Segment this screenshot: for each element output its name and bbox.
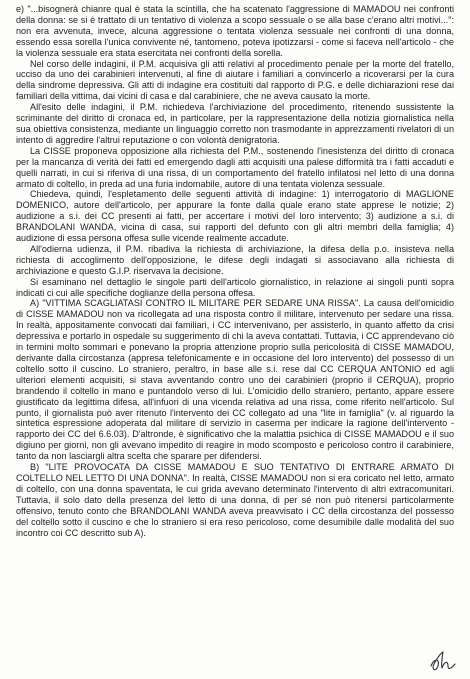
signature-initials [428,650,458,674]
paragraph-udienza: All'odierna udienza, il P.M. ribadiva la richiesta di archiviazione, la difesa della p.o. insisteva nella richiesta di accoglimento dell'opposizione, le difese degli indagati si associavano alla richiesta di archiviazione e questo G.I.P. riservava la decisione. [16,243,454,276]
paragraph-indagini: Nel corso delle indagini, il P.M. acquisiva gli atti relativi al procedimento penale per la morte del fratello, ucciso da uno dei carabinieri intervenuti, al fine di aiutare i familiari a convincerlo a ricoverarsi per la cura della sindrome depressiva. Gli atti di indagine era costituiti dal rapporto di P.G. e delle dichiarazioni rese dai familiari della vittima, dai vicini di casa e dal carabiniere, che ne aveva causato la morte. [16,58,454,102]
paragraph-opposizione: La CISSE proponeva opposizione alla richiesta del P.M., sostenendo l'inesistenza del diritto di cronaca per la mancanza di verità dei fatti ed emergendo dagli atti acquisiti una palese difformità tra i fatti accaduti e quelli narrati, in cui si riferiva di una rissa, di un comportamento del fratello infilatosi nel letto di una donna armato di coltello, in preda ad una furia indomabile, autore di una tentata violenza sessuale. [16,145,454,189]
paragraph-richieste-indagine: Chiedeva, quindi, l'espletamento delle seguenti attività di indagine: 1) interrogatorio di MAGLIONE DOMENICO, autore dell'articolo, per appurare la fonte dalla quale erano state apprese le notizie; 2) audizione a s.i. dei CC presenti ai fatti, per accertare i motivi del loro intervento; 3) audizione a s.i. di BRANDOLANI WANDA, vicina di casa, sui rapporti del defunto con gli altri membri della famiglia; 4) audizione di essa persona offesa sulle vicende realmente accadute. [16,189,454,244]
paragraph-punto-b: B) "LITE PROVOCATA DA CISSE MAMADOU E SUO TENTATIVO DI ENTRARE ARMATO DI COLTELLO NEL LETTO DI UNA DONNA". In realtà, CISSE MAMADOU non si era coricato nel letto, armato di coltello, con una donna spaventata, le cui grida avevano determinato l'intervento di altri extracomunitari. Tuttavia, il solo dato della presenza del letto di una donna, di per sé non può ritenersi particolarmente offensivo, tenuto conto che BRANDOLANI WANDA aveva preavvisato i CC della circostanza del possesso del coltello sotto il cuscino e che lo straniero si era reso pericoloso, come desumibile dalle modalità del suo incontro coi CC descritto sub A). [16,462,454,538]
paragraph-punto-a: A) "VITTIMA SCAGLIATASI CONTRO IL MILITARE PER SEDARE UNA RISSA". La causa dell'omicidio di CISSE MAMADOU non va ricollegata ad una risposta contro il militare, intervenuto per sedare una rissa. In realtà, appositamente convocati dai familiari, i CC intervenivano, per assisterlo, in quanto affetto da crisi depressiva e portarlo in ospedale su suggerimento di chi la aveva contattati. Tuttavia, i CC apprendevano ciò in termini molto sommari e ponevano la propria attenzione proprio sulla pericolosità di CISSE MAMADOU, derivante dalla circostanza (appresa telefonicamente e in occasione del loro intervento) del possesso di un coltello sotto il cuscino. Lo straniero, peraltro, in base alle s.i. rese dal CC CERQUA ANTONIO ed agli ulteriori elementi acquisiti, si stava avventando contro uno dei carabinieri (proprio il CERQUA), proprio brandendo il coltello in mano e puntandolo verso di lui. L'omicidio dello straniero, pertanto, appare essere giustificato da legittima difesa, all'infuori di una vicenda relativa ad una rissa, come riferito nell'articolo. Sul punto, il giornalista può aver ritenuto l'intervento dei CC collegato ad una "lite in famiglia" (v. al riguardo la sintetica espressione adoperata dal militare di servizio in caserma per indicare la ragione dell'intervento - rapporto dei CC del 6.6.03). D'altronde, è significativo che la malattia psichica di CISSE MAMADOU e il suo digiuno per giorni, non gli avevano impedito di reagire in modo scomposto e pericoloso contro il carabiniere, tanto da non lasciargli altra scelta che sparare per difendersi. [16,298,454,462]
paragraph-archiviazione: All'esito delle indagini, il P.M. richiedeva l'archiviazione del procedimento, ritenendo sussistente la scriminante del diritto di cronaca ed, in particolare, per la rappresentazione della notizia giornalistica nella sua obiettiva consistenza, mediante un linguaggio corretto non trasmodante in apprezzamenti rivelatori di un intento di aggredire l'altrui reputazione o con volontà denigratoria. [16,102,454,145]
paragraph-e-quote: e) "...bisognerà chianre qual è stata la scintilla, che ha scatenato l'aggressione di MAMADOU nei confronti della donna: se si è trattato di un tentativo di violenza a scopo sessuale o se alla base c'erano altri motivi...": non era avvenuta, invece, alcuna aggressione o tentata violenza sessuale nei confronti di una donna, essendo essa sorella l'unica convivente né, tantomeno, poteva ipotizzarsi - come si faceva nell'articolo - che la violenza sessuale era stata esercitata nei confronti della sorella. [16,4,454,58]
paragraph-esame-articolo: Si esaminano nel dettaglio le singole parti dell'articolo giornalistico, in relazione ai singoli punti sopra indicati ci cui alle specifiche doglianze della persona offesa. [16,276,454,298]
document-body [16,4,454,538]
